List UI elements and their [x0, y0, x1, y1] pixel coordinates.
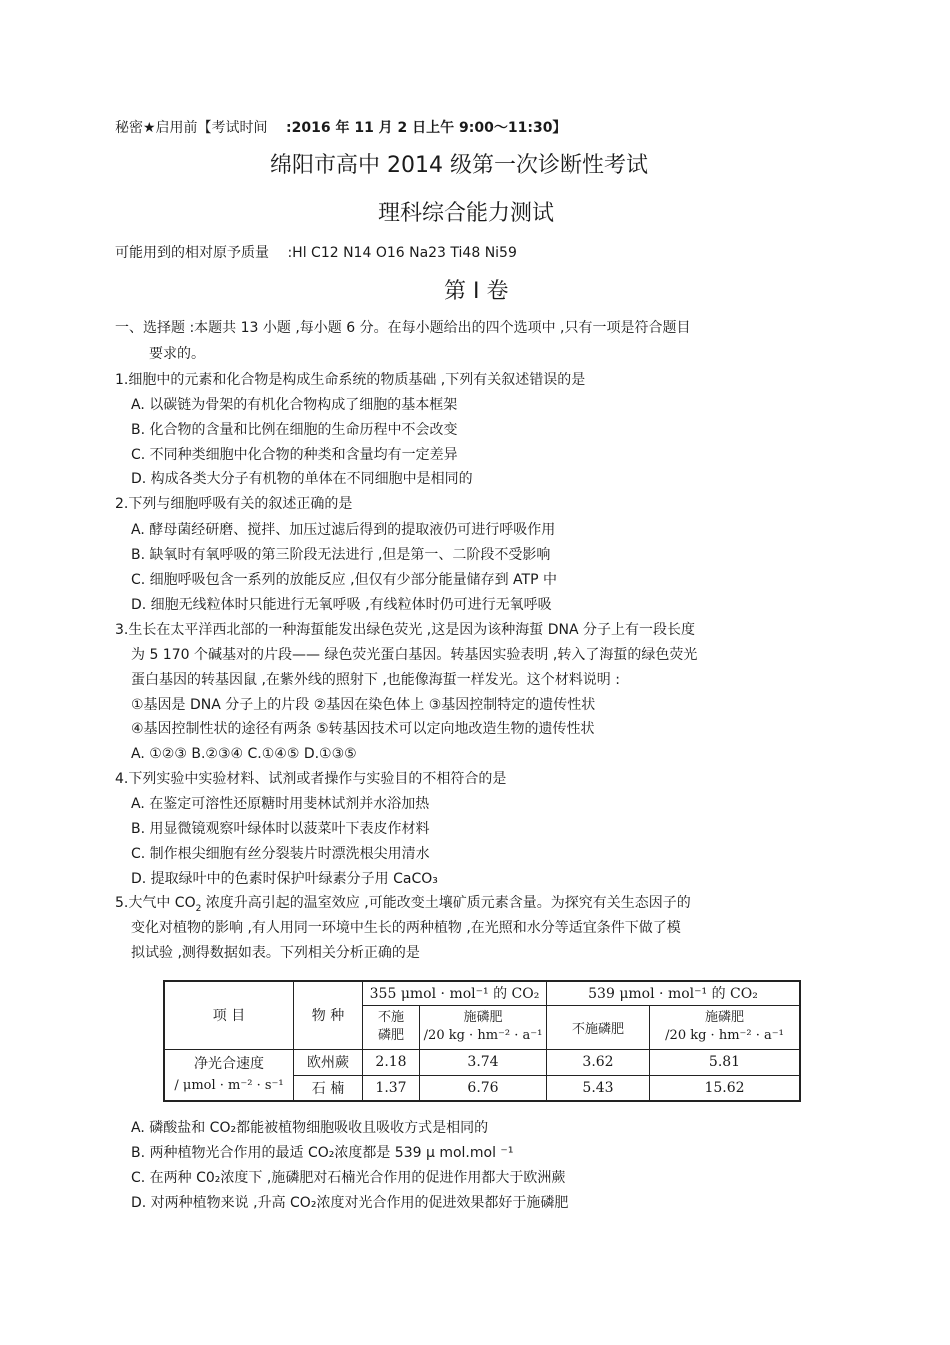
question-5-stem-1: 5.大气中 $CO_2$ 浓度升高引起的温室效应 ,可能改变土壤矿质元素含量。为探究有关生态因子的: [115, 895, 691, 914]
question-5-stem-2: 变化对植物的影响 ,有人用同一环境中生长的两种植物 ,在光照和水分等适宜条件下做了模: [131, 920, 681, 936]
row-label-name: 净光合速度: [194, 1055, 264, 1072]
question-3-statements-2: ④基因控制性状的途径有两条 ⑤转基因技术可以定向地改造生物的遗传性状: [131, 721, 595, 737]
header-item: 项 目: [164, 981, 294, 1049]
question-4-option-a: A. 在鉴定可溶性还原糖时用斐林试剂并水浴加热: [131, 796, 430, 812]
secret-text: 秘密★启用前【考试时间: [115, 120, 268, 136]
header-co2-355: 355 μmol · mol⁻¹ 的 CO₂: [363, 981, 547, 1005]
question-3-statements-1: ①基因是 DNA 分子上的片段 ②基因在染色体上 ③基因控制特定的遗传性状: [131, 697, 596, 713]
header-species: 物 种: [294, 981, 363, 1049]
table-row: [164, 1049, 800, 1075]
row-label: [164, 1049, 294, 1101]
species-cell: 石 楠: [294, 1075, 363, 1101]
question-4-option-b: B. 用显微镜观察叶绿体时以菠菜叶下表皮作材料: [131, 821, 430, 837]
question-4-option-d: D. 提取绿叶中的色素时保护叶绿素分子用 CaCO₃: [131, 871, 438, 887]
volume-heading: 第 Ⅰ 卷: [444, 279, 509, 304]
header-no-phosphate-539: 不施磷肥: [547, 1005, 650, 1049]
question-2-option-c: C. 细胞呼吸包含一系列的放能反应 ,但仅有少部分能量储存到 ATP 中: [131, 572, 557, 588]
value-cell: 3.62: [547, 1049, 650, 1075]
secret-label: [115, 118, 566, 138]
page-title: 绵阳市高中 2014 级第一次诊断性考试: [270, 153, 648, 178]
header-phosphate-539: 施磷肥 /20 kg · hm⁻² · a⁻¹: [650, 1005, 801, 1049]
value-cell: 6.76: [420, 1075, 547, 1101]
value-cell: 5.43: [547, 1075, 650, 1101]
question-3-stem-1: 3.生长在太平洋西北部的一种海蜇能发出绿色荧光 ,这是因为该种海蜇 DNA 分子上有一段长度: [115, 622, 695, 638]
header-phosphate-355: 施磷肥 /20 kg · hm⁻² · a⁻¹: [420, 1005, 547, 1049]
question-5-stem-3: 拟试验 ,测得数据如表。下列相关分析正确的是: [131, 945, 420, 961]
value-cell: 15.62: [650, 1075, 801, 1101]
question-1-option-c: C. 不同种类细胞中化合物的种类和含量均有一定差异: [131, 447, 458, 463]
question-5-stem-1a: 5.大气中 CO: [115, 895, 196, 911]
question-2-option-b: B. 缺氧时有氧呼吸的第三阶段无法进行 ,但是第一、二阶段不受影响: [131, 547, 551, 563]
question-2-option-a: A. 酵母菌经研磨、搅拌、加压过滤后得到的提取液仍可进行呼吸作用: [131, 522, 556, 538]
question-1-stem: 1.细胞中的元素和化合物是构成生命系统的物质基础 ,下列有关叙述错误的是: [115, 372, 586, 388]
question-5-option-c: C. 在两种 C0₂浓度下 ,施磷肥对石楠光合作用的促进作用都大于欧洲蕨: [131, 1170, 566, 1186]
question-2-option-d: D. 细胞无线粒体时只能进行无氧呼吸 ,有线粒体时仍可进行无氧呼吸: [131, 597, 552, 613]
atomic-mass-line: [115, 243, 517, 263]
row-label-unit: / μmol · m⁻² · s⁻¹: [174, 1077, 284, 1093]
question-4-stem: 4.下列实验中实验材料、试剂或者操作与实验目的不相符合的是: [115, 771, 507, 787]
species-cell: 欧州蕨: [294, 1049, 363, 1075]
value-cell: 5.81: [650, 1049, 801, 1075]
question-4-option-c: C. 制作根尖细胞有丝分裂装片时漂洗根尖用清水: [131, 846, 430, 862]
question-3-stem-2: 为 5 170 个碱基对的片段—— 绿色荧光蛋白基因。转基因实验表明 ,转入了海蜇的绿色荧光: [131, 647, 698, 663]
data-table: [163, 980, 801, 1102]
question-1-option-b: B. 化合物的含量和比例在细胞的生命历程中不会改变: [131, 422, 458, 438]
section-instructions-cont: 要求的。: [149, 346, 205, 362]
header-no-phosphate-355: 不施 磷肥: [363, 1005, 420, 1049]
question-5-option-a: A. 磷酸盐和 CO₂都能被植物细胞吸收且吸收方式是相同的: [131, 1120, 489, 1136]
question-2-stem: 2.下列与细胞呼吸有关的叙述正确的是: [115, 496, 353, 512]
atomic-mass-label: 可能用到的相对原予质量: [115, 245, 269, 261]
question-5-option-d: D. 对两种植物来说 ,升高 CO₂浓度对光合作用的促进效果都好于施磷肥: [131, 1195, 569, 1211]
question-5-option-b: B. 两种植物光合作用的最适 CO₂浓度都是 539 μ mol.mol ⁻¹: [131, 1145, 514, 1161]
value-cell: 1.37: [363, 1075, 420, 1101]
question-1-option-a: A. 以碳链为骨架的有机化合物构成了细胞的基本框架: [131, 397, 458, 413]
section-instructions: 一、选择题 :本题共 13 小题 ,每小题 6 分。在每小题给出的四个选项中 ,只有一项是符合题目: [115, 320, 691, 336]
question-3-choices: A. ①②③ B.②③④ C.①④⑤ D.①③⑤: [131, 746, 357, 762]
exam-time: :2016 年 11 月 2 日上午 9:00～11:30】: [286, 120, 567, 136]
question-1-option-d: D. 构成各类大分子有机物的单体在不同细胞中是相同的: [131, 471, 473, 487]
value-cell: 2.18: [363, 1049, 420, 1075]
question-5-stem-1b: 浓度升高引起的温室效应 ,可能改变土壤矿质元素含量。为探究有关生态因子的: [205, 895, 691, 911]
value-cell: 3.74: [420, 1049, 547, 1075]
page-subtitle: 理科综合能力测试: [378, 201, 555, 226]
atomic-mass-values: :Hl C12 N14 O16 Na23 Ti48 Ni59: [287, 245, 517, 261]
header-co2-539: 539 μmol · mol⁻¹ 的 CO₂: [547, 981, 801, 1005]
question-3-stem-3: 蛋白基因的转基因鼠 ,在紫外线的照射下 ,也能像海蜇一样发光。这个材料说明 :: [131, 672, 620, 688]
